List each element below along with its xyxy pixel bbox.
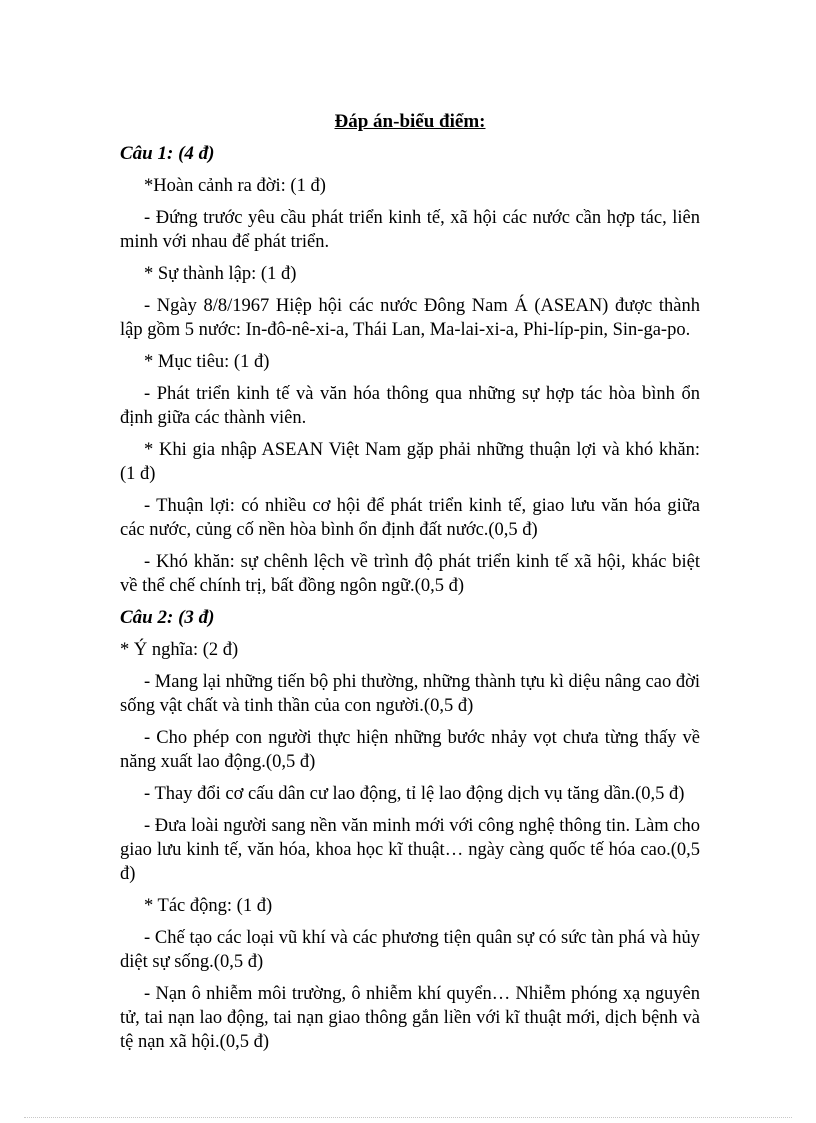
- q2-paragraph: - Đưa loài người sang nền văn minh mới với công nghệ thông tin. Làm cho giao lưu kinh tế, văn hóa, khoa học kĩ thuật… ngày càng quốc tế hóa cao.(0,5 đ): [120, 816, 701, 884]
- q2-paragraph: - Chế tạo các loại vũ khí và các phương tiện quân sự có sức tàn phá và hủy diệt sự sống.(0,5 đ): [120, 928, 700, 972]
- q1-paragraph: * Sự thành lập: (1 đ): [144, 264, 297, 284]
- q2-paragraph: - Cho phép con người thực hiện những bước nhảy vọt chưa từng thấy về năng xuất lao động.(0,5 đ): [120, 728, 700, 772]
- q1-paragraph: - Đứng trước yêu cầu phát triển kinh tế, xã hội các nước cần hợp tác, liên minh với nhau để phát triển.: [120, 208, 700, 252]
- q1-paragraph: * Khi gia nhập ASEAN Việt Nam gặp phải những thuận lợi và khó khăn: (1 đ): [120, 440, 700, 484]
- q1-paragraph: - Khó khăn: sự chênh lệch về trình độ phát triển kinh tế xã hội, khác biệt về thể chế chính trị, bất đồng ngôn ngữ.(0,5 đ): [120, 552, 700, 596]
- q2-paragraph: - Thay đổi cơ cấu dân cư lao động, tỉ lệ lao động dịch vụ tăng dần.(0,5 đ): [144, 784, 685, 804]
- document-page: [120, 96, 700, 1062]
- q1-paragraph: * Mục tiêu: (1 đ): [144, 352, 270, 372]
- page-bottom-divider: [24, 1117, 792, 1118]
- question-1-heading: Câu 1: (4 đ): [120, 143, 215, 164]
- question-2-heading: Câu 2: (3 đ): [120, 607, 215, 628]
- q2-subheading: * Ý nghĩa: (2 đ): [120, 640, 239, 660]
- q1-paragraph: - Ngày 8/8/1967 Hiệp hội các nước Đông Nam Á (ASEAN) được thành lập gồm 5 nước: In-đô-nê-xi-a, Thái Lan, Ma-lai-xi-a, Phi-líp-pin, Sin-ga-po.: [120, 296, 700, 340]
- q2-paragraph: - Nạn ô nhiễm môi trường, ô nhiễm khí quyển… Nhiễm phóng xạ nguyên tử, tai nạn lao động, tai nạn giao thông gắn liền với kĩ thuật mới, dịch bệnh và tệ nạn xã hội.(0,5 đ): [120, 984, 700, 1052]
- document-title: Đáp án-biểu điểm:: [334, 111, 486, 132]
- q1-paragraph: - Thuận lợi: có nhiều cơ hội để phát triển kinh tế, giao lưu văn hóa giữa các nước, củng cố nền hòa bình ổn định đất nước.(0,5 đ): [120, 496, 700, 540]
- q2-paragraph: - Mang lại những tiến bộ phi thường, những thành tựu kì diệu nâng cao đời sống vật chất và tinh thần của con người.(0,5 đ): [120, 672, 701, 716]
- q1-paragraph: - Phát triển kinh tế và văn hóa thông qua những sự hợp tác hòa bình ổn định giữa các thành viên.: [120, 384, 700, 428]
- q1-paragraph: *Hoàn cảnh ra đời: (1 đ): [144, 176, 326, 196]
- q2-paragraph: * Tác động: (1 đ): [144, 896, 273, 916]
